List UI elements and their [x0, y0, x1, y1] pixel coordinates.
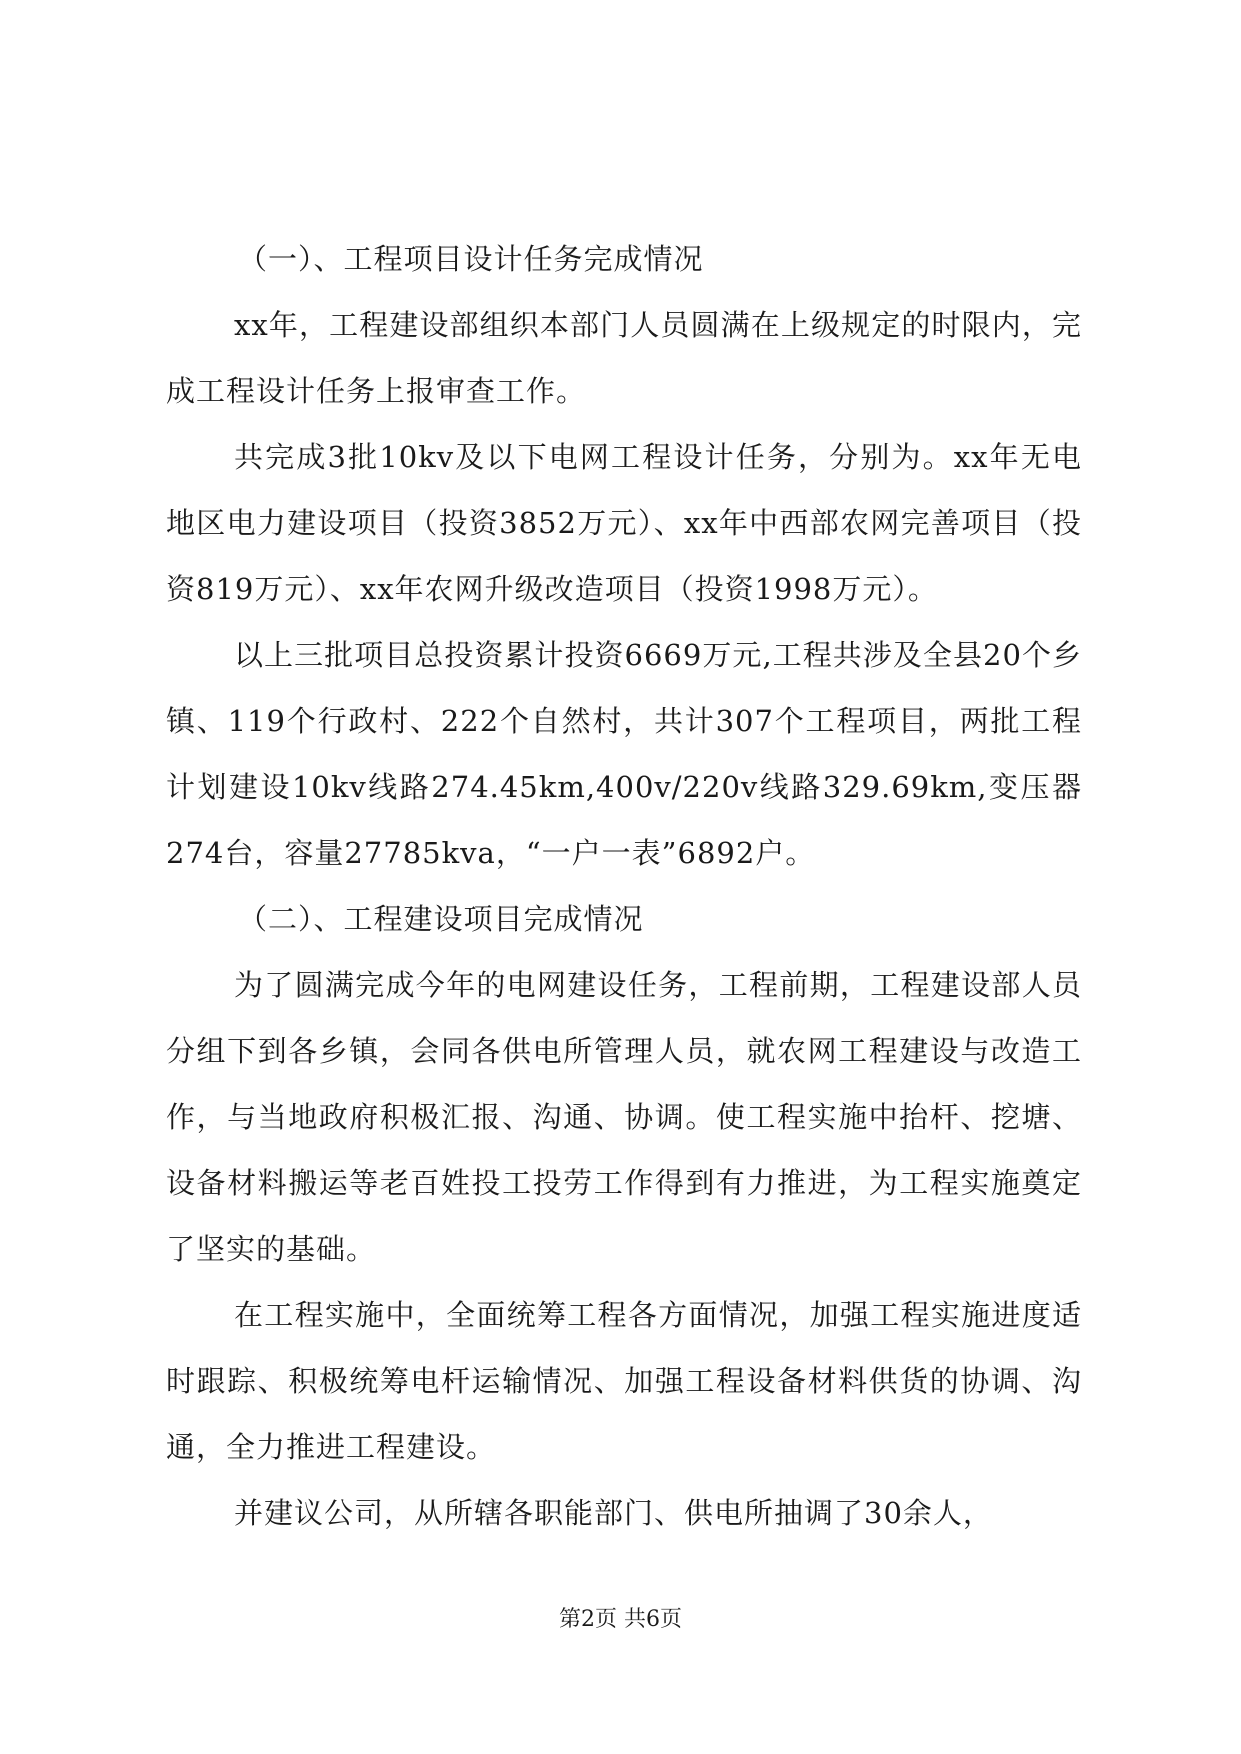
paragraph-5: 在工程实施中，全面统筹工程各方面情况，加强工程实施进度适时跟踪、积极统筹电杆运输情况、加强工程设备材料供货的协调、沟通，全力推进工程建设。	[166, 1298, 1082, 1464]
paragraph-4: 为了圆满完成今年的电网建设任务，工程前期，工程建设部人员分组下到各乡镇，会同各供电所管理人员，就农网工程建设与改造工作，与当地政府积极汇报、沟通、协调。使工程实施中抬杆、挖塘、设备材料搬运等老百姓投工投劳工作得到有力推进，为工程实施奠定了坚实的基础。	[166, 968, 1082, 1266]
paragraph-1: xx年，工程建设部组织本部门人员圆满在上级规定的时限内，完成工程设计任务上报审查工作。	[166, 308, 1082, 408]
paragraph-2: 共完成3批10kv及以下电网工程设计任务，分别为。xx年无电地区电力建设项目（投资3852万元）、xx年中西部农网完善项目（投资819万元）、xx年农网升级改造项目（投资1998万元）。	[166, 440, 1082, 606]
page-footer: 第2页 共6页	[559, 1607, 682, 1632]
paragraph-3: 以上三批项目总投资累计投资6669万元,工程共涉及全县20个乡镇、119个行政村、222个自然村，共计307个工程项目，两批工程计划建设10kv线路274.45km,400v/220v线路329.69km,变压器274台，容量27785kva，“一户一表”6892户。	[166, 638, 1082, 870]
paragraph-6: 并建议公司，从所辖各职能部门、供电所抽调了30余人，	[234, 1496, 993, 1530]
section-heading-1: （一）、工程项目设计任务完成情况	[238, 242, 704, 276]
section-heading-2: （二）、工程建设项目完成情况	[238, 902, 644, 936]
document-body	[166, 226, 1082, 1546]
